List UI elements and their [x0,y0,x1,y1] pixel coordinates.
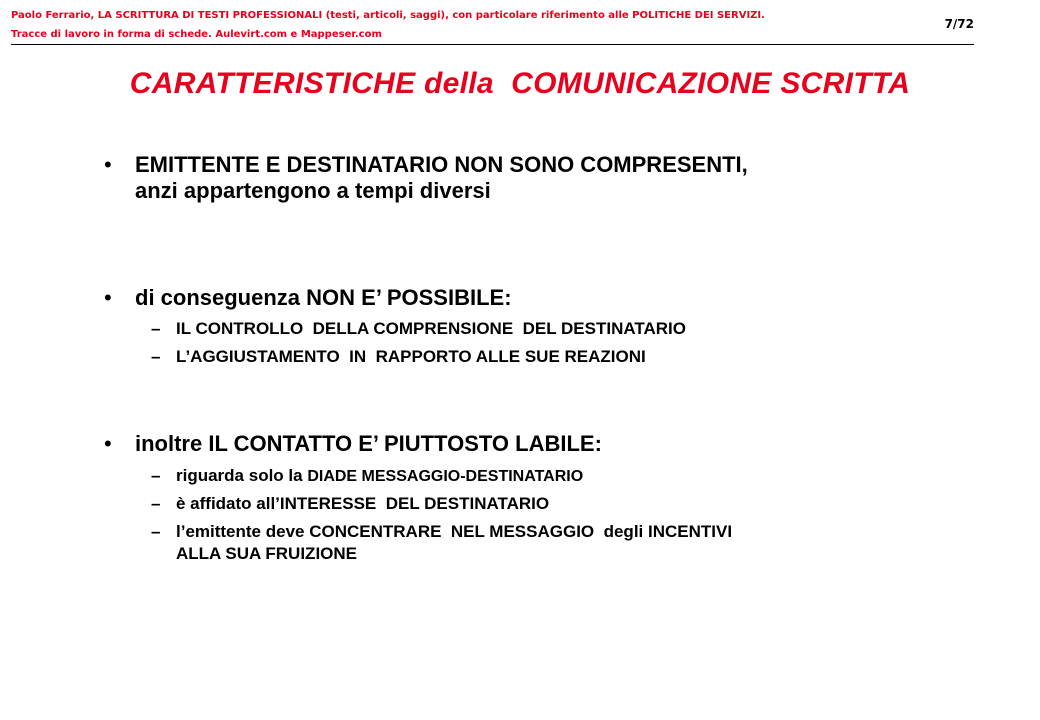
bullet-dot: • [104,285,112,310]
sub-text-line-1: l’emittente deve CONCENTRARE NEL MESSAGGIO degli INCENTIVI [176,522,733,541]
bullet-dot: • [104,152,112,177]
bullet-text: inoltre IL CONTATTO E’ PIUTTOSTO LABILE: [135,431,602,456]
bullet-text-line-1: EMITTENTE E DESTINATARIO NON SONO COMPRESENTI, [135,152,748,177]
sub-text [176,465,583,488]
sub-text-part-a: riguarda solo la [176,466,308,485]
slide-header [11,6,974,45]
sub-dash: – [151,522,161,541]
header-author-line: Paolo Ferrario, LA SCRITTURA DI TESTI PROFESSIONALI (testi, articoli, saggi), con particolare riferimento alle POLITICHE DEI SERVIZI. [11,10,765,21]
sub-text: L’AGGIUSTAMENTO IN RAPPORTO ALLE SUE REAZIONI [176,347,646,366]
sub-text-line-2: ALLA SUA FRUIZIONE [176,544,358,563]
sub-dash: – [151,494,161,513]
sub-text: è affidato all’INTERESSE DEL DESTINATARIO [176,494,550,513]
header-subtitle-line: Tracce di lavoro in forma di schede. Aulevirt.com e Mappeser.com [11,29,382,40]
bullet-text: di conseguenza NON E’ POSSIBILE: [135,285,512,310]
sub-text-part-b: DIADE MESSAGGIO-DESTINATARIO [307,468,584,485]
bullet-dot: • [104,431,112,456]
sub-dash: – [151,319,161,338]
page-number: 7/72 [944,17,974,31]
sub-dash: – [151,466,161,485]
sub-dash: – [151,347,161,366]
sub-text: IL CONTROLLO DELLA COMPRENSIONE DEL DESTINATARIO [176,319,687,338]
bullet-text-line-2: anzi appartengono a tempi diversi [135,178,491,203]
slide-title: CARATTERISTICHE della COMUNICAZIONE SCRITTA [129,67,911,100]
